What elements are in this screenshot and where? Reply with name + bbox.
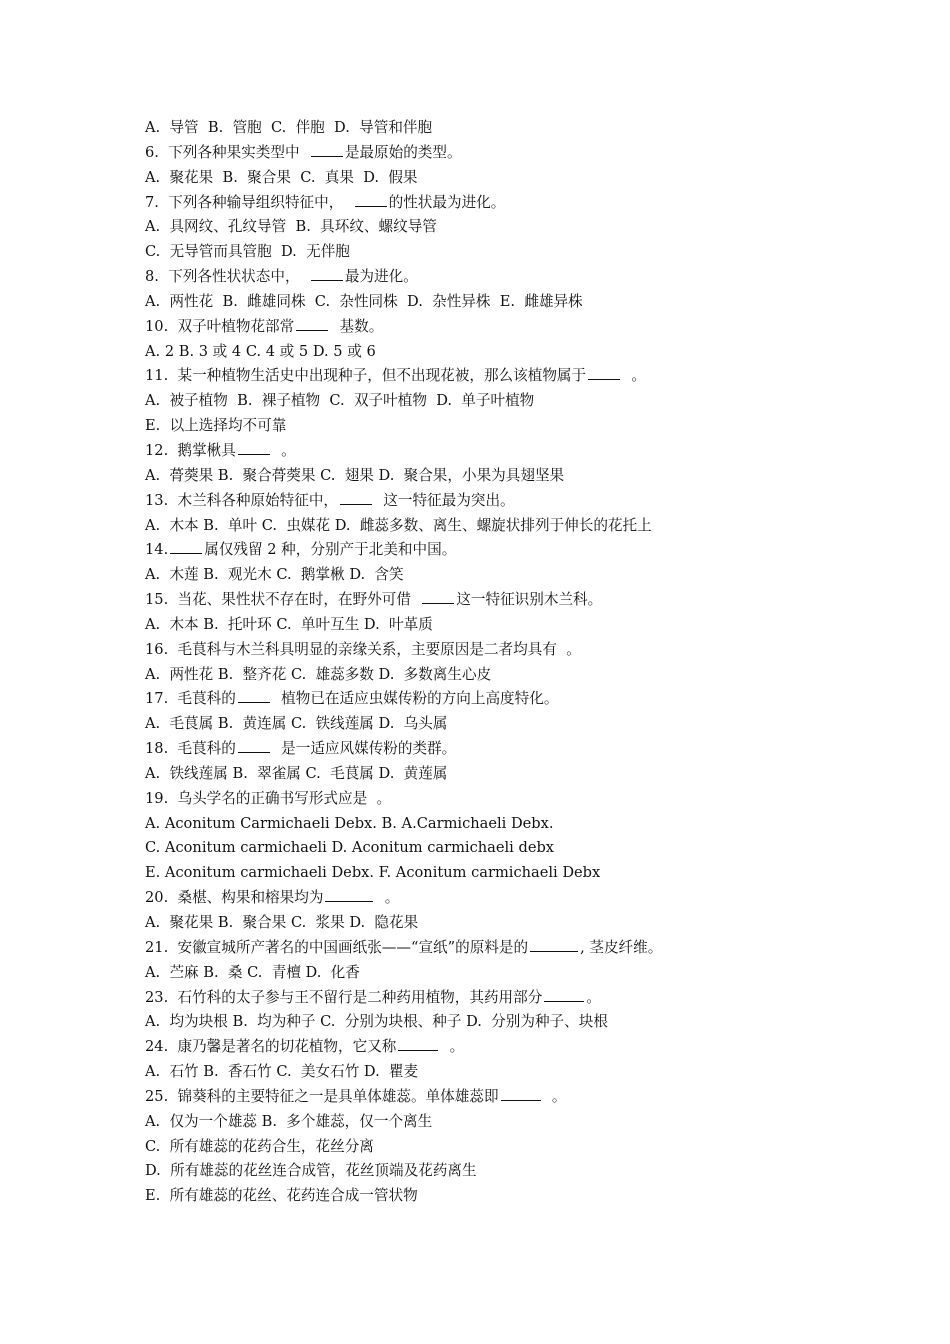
line-text-after-blank: 是一适应风媒传粉的类群。: [271, 740, 457, 758]
line-text: 15. 当花、果性状不存在时，在野外可借: [145, 591, 421, 609]
text-line: [145, 141, 845, 166]
line-text: A. 铁线莲属 B. 翠雀属 C. 毛茛属 D. 黄莲属: [145, 764, 448, 782]
text-line: [145, 265, 845, 290]
line-text: A. 聚花果 B. 聚合果 C. 真果 D. 假果: [145, 168, 418, 186]
line-text-after-blank: 。: [271, 441, 296, 459]
text-line: [145, 1110, 845, 1135]
line-text-after-blank: 植物已在适应虫媒传粉的方向上高度特化。: [271, 690, 559, 708]
text-line: [145, 687, 845, 712]
line-text: 12. 鹅掌楸具: [145, 441, 236, 459]
line-text-after-blank: 。: [586, 988, 601, 1006]
text-line: [145, 166, 845, 191]
text-line: [145, 638, 845, 663]
line-text: 11. 某一种植物生活史中出现种子，但不出现花被，那么该植物属于: [145, 367, 587, 385]
text-line: [145, 886, 845, 911]
text-line: [145, 1035, 845, 1060]
line-text: D. 所有雄蕊的花丝连合成管，花丝顶端及花药离生: [145, 1162, 477, 1180]
line-text: A. 均为块根 B. 均为种子 C. 分别为块根、种子 D. 分别为种子、块根: [145, 1013, 608, 1031]
answer-blank: [588, 367, 620, 380]
line-text: A. 被子植物 B. 裸子植物 C. 双子叶植物 D. 单子叶植物: [145, 392, 535, 410]
line-text: A. 两性花 B. 雌雄同株 C. 杂性同株 D. 杂性异株 E. 雌雄异株: [145, 292, 583, 310]
line-text: E. 以上选择均不可靠: [145, 417, 287, 435]
line-text: 20. 桑椹、构果和榕果均为: [145, 889, 324, 907]
text-line: [145, 712, 845, 737]
text-line: [145, 588, 845, 613]
text-line: [145, 489, 845, 514]
line-text: A. 毛茛属 B. 黄连属 C. 铁线莲属 D. 乌头属: [145, 715, 448, 733]
line-text: C. 所有雄蕊的花药合生，花丝分离: [145, 1137, 374, 1155]
line-text-after-blank: , 茎皮纤维。: [580, 938, 663, 956]
line-text: A. 木本 B. 托叶环 C. 单叶互生 D. 叶革质: [145, 615, 433, 633]
line-text: A. 蓇葖果 B. 聚合蓇葖果 C. 翅果 D. 聚合果，小果为具翅坚果: [145, 466, 565, 484]
line-text: 24. 康乃馨是著名的切花植物，它又称: [145, 1038, 397, 1056]
line-text: A. 聚花果 B. 聚合果 C. 浆果 D. 隐花果: [145, 914, 419, 931]
answer-blank: [325, 889, 373, 902]
text-line: [145, 215, 845, 240]
text-line: [145, 563, 845, 588]
text-line: [145, 514, 845, 539]
text-line: [145, 1184, 845, 1209]
line-text: C. Aconitum carmichaeli D. Aconitum carmichaeli debx: [145, 839, 555, 857]
line-text: A. Aconitum Carmichaeli Debx. B. A.Carmichaeli Debx.: [145, 814, 554, 832]
line-text-after-blank: 这一特征识别木兰科。: [456, 591, 603, 609]
line-text-after-blank: 。: [440, 1038, 465, 1056]
text-line: [145, 663, 845, 688]
line-text: 13. 木兰科各种原始特征中，: [145, 491, 339, 509]
text-line: [145, 464, 845, 489]
line-text: A. 两性花 B. 整齐花 C. 雄蕊多数 D. 多数离生心皮: [145, 665, 492, 683]
line-text: 8. 下列各性状状态中，: [145, 268, 309, 286]
answer-blank: [311, 268, 343, 281]
line-text-after-blank: 。: [622, 367, 646, 385]
line-text-after-blank: 是最原始的类型。: [344, 143, 462, 161]
line-text-after-blank: 的性状最为进化。: [388, 193, 506, 211]
text-line: [145, 538, 845, 563]
text-line: [145, 787, 845, 812]
line-text: A. 2 B. 3 或 4 C. 4 或 5 D. 5 或 6: [145, 342, 376, 360]
text-line: [145, 861, 845, 886]
line-text: 25. 锦葵科的主要特征之一是具单体雄蕊。单体雄蕊即: [145, 1087, 499, 1105]
answer-blank: [355, 194, 387, 207]
text-line: [145, 1060, 845, 1085]
document-page: [145, 116, 845, 1209]
line-text: A. 仅为一个雄蕊 B. 多个雄蕊，仅一个离生: [145, 1112, 433, 1130]
text-line: [145, 762, 845, 787]
line-text: A. 导管 B. 管胞 C. 伴胞 D. 导管和伴胞: [145, 119, 433, 136]
line-text: E. 所有雄蕊的花丝、花药连合成一管状物: [145, 1187, 418, 1205]
line-text: 23. 石竹科的太子参与王不留行是二种药用植物，其药用部分: [145, 988, 543, 1006]
text-line: [145, 986, 845, 1011]
answer-blank: [398, 1038, 438, 1051]
answer-blank: [544, 989, 584, 1002]
line-text-after-blank: 。: [375, 889, 400, 907]
text-line: [145, 340, 845, 365]
answer-blank: [501, 1088, 541, 1101]
text-line: [145, 414, 845, 439]
text-line: [145, 911, 845, 936]
line-text-after-blank: 最为进化。: [344, 268, 418, 286]
answer-blank: [238, 442, 270, 455]
line-text: A. 木莲 B. 观光木 C. 鹅掌楸 D. 含笑: [145, 566, 404, 584]
line-text-after-blank: 基数。: [330, 317, 384, 335]
text-line: [145, 812, 845, 837]
text-line: [145, 1010, 845, 1035]
answer-blank: [170, 541, 202, 554]
line-text: A. 具网纹、孔纹导管 B. 具环纹、螺纹导管: [145, 218, 437, 236]
line-text: 19. 乌头学名的正确书写形式应是 。: [145, 789, 392, 807]
text-line: [145, 116, 845, 141]
answer-blank: [422, 591, 454, 604]
text-line: [145, 1085, 845, 1110]
line-text: A. 石竹 B. 香石竹 C. 美女石竹 D. 瞿麦: [145, 1063, 419, 1081]
line-text-after-blank: 。: [542, 1087, 567, 1105]
line-text: 17. 毛茛科的: [145, 690, 236, 708]
text-line: [145, 936, 845, 961]
line-text: 6. 下列各种果实类型中: [145, 143, 309, 161]
text-line: [145, 1159, 845, 1184]
line-text: A. 木本 B. 单叶 C. 虫媒花 D. 雌蕊多数、离生、螺旋状排列于伸长的花托上: [145, 516, 652, 534]
line-text-after-blank: 这一特征最为突出。: [374, 491, 515, 509]
text-line: [145, 315, 845, 340]
text-line: [145, 836, 845, 861]
text-line: [145, 613, 845, 638]
answer-blank: [530, 939, 578, 952]
line-text: A. 苎麻 B. 桑 C. 青檀 D. 化香: [145, 963, 360, 981]
text-line: [145, 364, 845, 389]
text-line: [145, 439, 845, 464]
line-text: 16. 毛茛科与木兰科具明显的亲缘关系，主要原因是二者均具有 。: [145, 640, 581, 658]
answer-blank: [238, 690, 270, 703]
line-text: E. Aconitum carmichaeli Debx. F. Aconitum carmichaeli Debx: [145, 864, 601, 882]
text-line: [145, 1135, 845, 1160]
text-line: [145, 961, 845, 986]
answer-blank: [296, 318, 328, 331]
answer-blank: [311, 144, 343, 157]
text-line: [145, 737, 845, 762]
line-text: 21. 安徽宣城所产著名的中国画纸张——“宣纸”的原料是的: [145, 938, 529, 956]
line-text: 10. 双子叶植物花部常: [145, 317, 295, 335]
line-text-after-blank: 属仅残留 2 种，分别产于北美和中国。: [204, 541, 457, 559]
line-text: 18. 毛茛科的: [145, 740, 236, 758]
text-line: [145, 191, 845, 216]
line-text: C. 无导管而具管胞 D. 无伴胞: [145, 243, 350, 261]
answer-blank: [238, 740, 270, 753]
text-line: [145, 240, 845, 265]
line-text: 14.: [145, 541, 169, 559]
line-text: 7. 下列各种输导组织特征中，: [145, 193, 353, 211]
text-line: [145, 290, 845, 315]
answer-blank: [340, 492, 372, 505]
text-line: [145, 389, 845, 414]
